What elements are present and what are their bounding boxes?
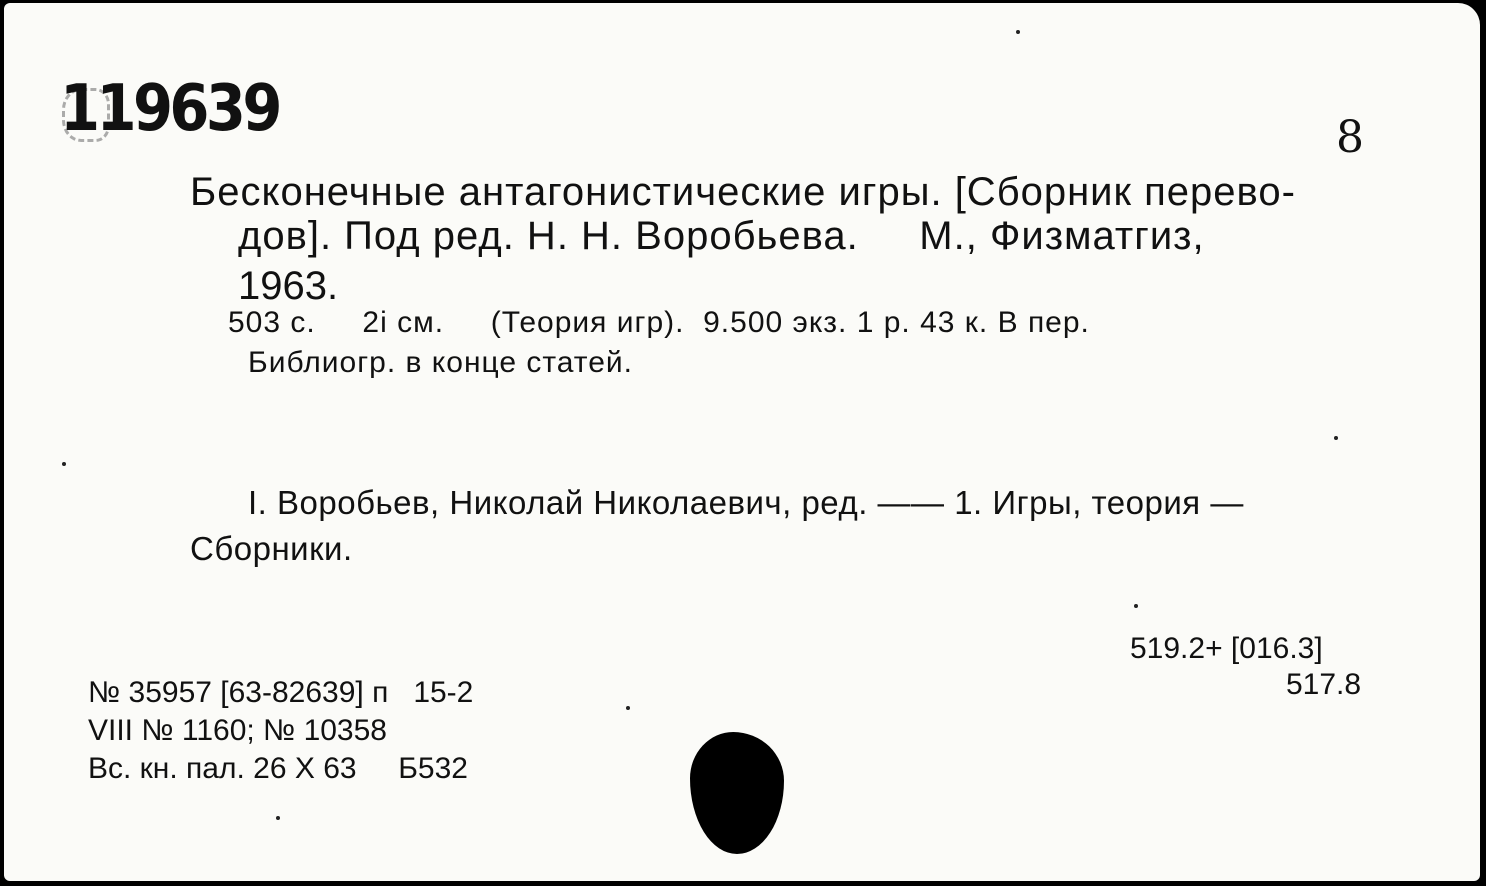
card-number: 8 — [1336, 112, 1364, 163]
title-line-2: дов]. Под ред. Н. Н. Воробьева. М., Физматгиз, — [238, 214, 1205, 258]
classification-code-secondary: 517.8 — [1286, 668, 1362, 701]
collation-line: 503 с. 2i см. (Теория игр). 9.500 экз. 1 р. 43 к. В пер. — [228, 306, 1090, 339]
title-line-3: 1963. — [238, 264, 339, 308]
speck-mark — [1016, 30, 1020, 34]
speck-mark — [62, 462, 66, 466]
speck-mark — [1134, 604, 1138, 608]
speck-mark — [276, 816, 280, 820]
registration-line-3: Вс. кн. пал. 26 X 63 Б532 — [88, 752, 468, 785]
classification-code: 519.2+ [016.3] — [1130, 632, 1323, 665]
stamp-number: 119639 — [60, 72, 279, 146]
tracing-line-2: Сборники. — [190, 530, 353, 567]
title-line-1: Бесконечные антагонистические игры. [Сборник перево- — [190, 170, 1296, 214]
speck-mark — [626, 706, 630, 710]
speck-mark — [1334, 436, 1338, 440]
tracing-line-1: I. Воробьев, Николай Николаевич, ред. —— 1. Игры, теория — — [248, 484, 1244, 521]
bibliography-note: Библиогр. в конце статей. — [248, 346, 633, 379]
registration-line-1: № 35957 [63-82639] п 15-2 — [88, 676, 474, 709]
registration-line-2: VIII № 1160; № 10358 — [88, 714, 387, 747]
